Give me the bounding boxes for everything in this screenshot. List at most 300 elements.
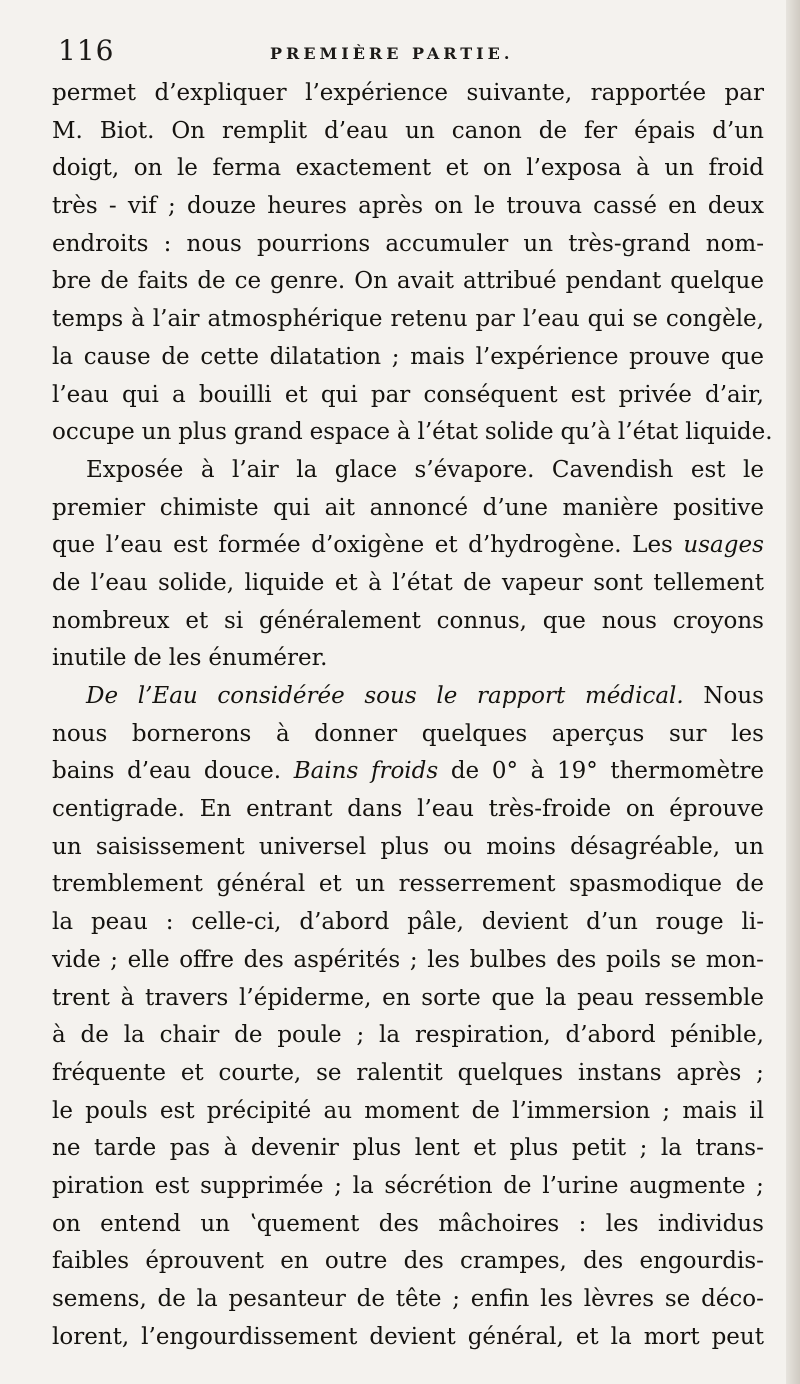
word: la: [123, 1022, 145, 1049]
word: positive: [673, 494, 764, 521]
word: mort: [643, 1323, 700, 1350]
word: de: [450, 758, 480, 785]
word: De: [86, 683, 119, 709]
word: Bains: [293, 758, 359, 785]
word: de: [161, 343, 190, 370]
word: d’un: [586, 909, 638, 936]
word: et: [434, 532, 458, 559]
word: Les: [632, 532, 673, 559]
word: d’abord: [299, 909, 390, 936]
text-line: [52, 263, 764, 301]
word: l’exposa: [526, 155, 622, 182]
word: en: [382, 984, 411, 1011]
word: l’expérience: [475, 343, 619, 370]
word: :: [165, 909, 174, 936]
word: d’expliquer: [154, 80, 287, 106]
word: douce.: [203, 758, 282, 785]
word: par: [724, 80, 764, 106]
word: vif: [127, 193, 157, 220]
word: considérée: [217, 683, 345, 709]
text-line: [52, 150, 764, 188]
word: est: [159, 1097, 195, 1124]
word: le: [436, 683, 458, 709]
word: engourdis-: [639, 1248, 764, 1275]
word: d’un: [712, 117, 764, 144]
word: endroits: [52, 230, 149, 257]
word: fer: [584, 117, 618, 144]
word: se: [632, 306, 658, 333]
word: a: [172, 381, 186, 408]
word: l’engourdissement: [141, 1323, 358, 1350]
word: saisissement: [95, 833, 245, 860]
word: que: [52, 532, 96, 559]
word: croyons: [672, 607, 764, 634]
word: un: [523, 230, 554, 257]
word: ;: [452, 1286, 461, 1312]
word: déco-: [701, 1286, 764, 1312]
word: faits: [137, 268, 189, 295]
word: de: [133, 645, 162, 672]
word: ;: [662, 1097, 671, 1124]
word: en: [280, 1248, 309, 1275]
word: En: [199, 796, 232, 823]
word: mais: [682, 1097, 738, 1124]
word: Nous: [703, 683, 764, 709]
word: bre: [52, 268, 92, 295]
word: ;: [391, 343, 400, 370]
text-line: [52, 1319, 764, 1357]
word: à: [131, 306, 145, 333]
word: d’une: [482, 494, 548, 521]
word: sorte: [421, 984, 481, 1011]
word: resserrement: [398, 871, 556, 898]
word: on: [434, 193, 463, 220]
word: et: [318, 871, 342, 898]
word: à: [52, 1022, 66, 1049]
word: elle: [127, 946, 170, 973]
word: que: [720, 343, 764, 370]
word: supprimée: [200, 1172, 324, 1199]
word: petit: [571, 1135, 627, 1162]
word: suivante,: [466, 80, 573, 106]
word: des: [556, 946, 597, 973]
text-line: [52, 339, 764, 377]
word: courte,: [218, 1059, 302, 1086]
word: tarde: [93, 1135, 157, 1162]
word: l’Eau: [137, 683, 198, 709]
word: douze: [186, 193, 257, 220]
word: peau: [577, 984, 634, 1011]
word: d’abord: [565, 1022, 656, 1049]
word: quelques: [457, 1059, 564, 1086]
text-line: [52, 188, 764, 226]
text-line: [52, 791, 764, 829]
word: l’eau: [52, 381, 109, 408]
word: tellement: [653, 569, 764, 596]
word: de: [735, 871, 764, 898]
word: thermomètre: [610, 758, 764, 785]
word: universel: [258, 833, 367, 860]
word: offre: [179, 946, 234, 973]
text-line: [52, 301, 764, 339]
word: froid: [708, 155, 764, 182]
word: nom-: [705, 230, 764, 257]
word: Biot.: [99, 117, 155, 144]
word: entend: [100, 1210, 181, 1237]
word: :: [578, 1210, 587, 1237]
word: occupe: [52, 419, 135, 446]
word: dans: [347, 796, 403, 823]
word: privée: [618, 381, 692, 408]
word: rapportée: [590, 80, 707, 106]
word: l’urine: [542, 1172, 619, 1199]
word: la: [52, 343, 74, 370]
word: et: [473, 1135, 497, 1162]
word: sous: [364, 683, 417, 709]
word: formée: [218, 532, 301, 559]
word: ;: [334, 1172, 342, 1199]
word: la: [52, 909, 74, 936]
word: désagréable,: [570, 833, 721, 860]
word: lorent,: [52, 1323, 130, 1350]
word: nous: [601, 607, 657, 634]
word: de: [80, 1022, 109, 1049]
word: travers: [145, 984, 229, 1011]
word: temps: [52, 306, 124, 333]
word: si: [224, 607, 244, 634]
word: Cavendish: [551, 456, 674, 483]
word: deux: [707, 193, 764, 220]
word: de: [503, 1172, 532, 1199]
text-line: [52, 1017, 764, 1055]
word: de: [100, 268, 129, 295]
word: l’eau: [417, 796, 474, 823]
body-text: [52, 75, 773, 1356]
word: aspérités: [293, 946, 401, 973]
word: à: [396, 419, 411, 446]
word: entrant: [246, 796, 333, 823]
word: 0°: [491, 758, 518, 785]
word: genre.: [270, 268, 346, 295]
text-line: [52, 1055, 764, 1093]
word: instans: [577, 1059, 662, 1086]
word: à: [636, 155, 650, 182]
word: retenu: [390, 306, 468, 333]
word: attribué: [462, 268, 557, 295]
word: et: [185, 607, 209, 634]
word: individus: [657, 1210, 764, 1237]
text-line: [52, 226, 764, 264]
word: glace: [334, 456, 398, 483]
word: l’eau: [105, 532, 163, 559]
text-line: [52, 1281, 764, 1319]
text-line: [52, 414, 773, 452]
word: d’eau: [127, 758, 192, 785]
word: M.: [52, 117, 83, 144]
text-line: [52, 942, 764, 980]
word: semens,: [52, 1286, 147, 1312]
word: usages: [683, 532, 764, 559]
word: nombreux: [52, 607, 170, 634]
word: cassé: [593, 193, 657, 220]
word: conséquent: [423, 381, 558, 408]
word: qui: [587, 306, 625, 333]
word: éprouve: [669, 796, 764, 823]
word: de: [234, 1022, 263, 1049]
word: de: [538, 117, 568, 144]
word: un: [664, 155, 695, 182]
word: ralentit: [356, 1059, 443, 1086]
word: l’état: [417, 419, 478, 446]
word: lent: [414, 1135, 460, 1162]
word: rouge: [655, 909, 724, 936]
word: plus: [380, 833, 430, 860]
word: qu’à: [560, 419, 612, 446]
word: général: [216, 871, 306, 898]
word: prouve: [629, 343, 711, 370]
text-line: [52, 753, 764, 791]
word: très-grand: [568, 230, 691, 257]
word: l’état: [392, 569, 453, 596]
word: que: [542, 607, 586, 634]
word: un: [734, 833, 764, 860]
word: et: [445, 155, 469, 182]
word: permet: [52, 80, 136, 106]
word: pas: [169, 1135, 211, 1162]
word: accumuler: [385, 230, 509, 257]
word: d’oxigène: [311, 532, 425, 559]
word: solide,: [158, 569, 235, 596]
word: bouilli: [198, 381, 272, 408]
part-title: PREMIÈRE PARTIE.: [270, 44, 514, 63]
text-line: [52, 490, 764, 528]
word: respiration,: [414, 1022, 551, 1049]
word: l’eau: [90, 569, 148, 596]
word: plus: [509, 1135, 559, 1162]
word: qui: [121, 381, 159, 408]
word: un: [200, 1210, 230, 1237]
word: centigrade.: [52, 796, 185, 823]
word: tremblement: [52, 871, 203, 898]
word: le: [176, 155, 198, 182]
word: pesanteur: [228, 1286, 346, 1312]
word: devient: [481, 909, 569, 936]
word: moment: [364, 1097, 460, 1124]
word: chimiste: [159, 494, 259, 521]
text-line: [52, 904, 764, 942]
word: ;: [756, 1059, 764, 1086]
word: et: [575, 1323, 599, 1350]
word: mâchoires: [438, 1210, 560, 1237]
word: l’expérience: [305, 80, 448, 106]
word: la: [545, 984, 567, 1011]
word: qui: [273, 494, 311, 521]
word: canon: [451, 117, 522, 144]
word: bulbes: [469, 946, 547, 973]
word: énumérer.: [208, 645, 328, 672]
word: quelques: [421, 720, 528, 747]
word: peut: [711, 1323, 764, 1350]
word: premier: [52, 494, 146, 521]
text-line: [52, 1243, 764, 1281]
word: les: [540, 1286, 573, 1312]
word: donner: [314, 720, 398, 747]
word: en: [668, 193, 697, 220]
word: l’immersion: [512, 1097, 651, 1124]
word: ce: [234, 268, 262, 295]
word: inutile: [52, 645, 127, 672]
word: des: [403, 1248, 444, 1275]
word: le: [474, 193, 496, 220]
word: pénible,: [670, 1022, 764, 1049]
word: vide: [52, 946, 101, 973]
word: après: [358, 193, 424, 220]
word: pouls: [85, 1097, 148, 1124]
word: par: [370, 381, 411, 408]
word: bains: [52, 758, 115, 785]
word: la: [196, 1286, 218, 1312]
word: et: [284, 381, 308, 408]
page-number: 116: [58, 34, 115, 67]
text-line: [52, 1206, 764, 1244]
word: congèle,: [665, 306, 764, 333]
word: trent: [52, 984, 110, 1011]
word: ;: [110, 946, 119, 973]
word: peau: [90, 909, 148, 936]
word: à: [530, 758, 545, 785]
word: un: [355, 871, 385, 898]
word: ;: [639, 1135, 648, 1162]
word: annoncé: [369, 494, 469, 521]
word: doigt,: [52, 155, 120, 182]
page-edge-shadow: [786, 0, 800, 1384]
text-line: [52, 452, 764, 490]
word: le: [742, 456, 764, 483]
word: ne: [52, 1135, 81, 1162]
word: de: [471, 1097, 500, 1124]
word: celle-ci,: [191, 909, 282, 936]
word: heures: [267, 193, 347, 220]
word: se: [316, 1059, 342, 1086]
word: des: [243, 946, 284, 973]
word: ;: [356, 1022, 365, 1049]
word: nous: [52, 720, 108, 747]
word: bornerons: [131, 720, 252, 747]
word: cette: [200, 343, 259, 370]
word: sécrétion: [384, 1172, 493, 1199]
text-line: [52, 829, 764, 867]
word: augmente: [629, 1172, 746, 1199]
word: de: [52, 569, 81, 596]
text-line: [52, 1168, 764, 1206]
word: plus: [352, 1135, 402, 1162]
word: On: [171, 117, 206, 144]
word: est: [154, 1172, 190, 1199]
word: avait: [396, 268, 454, 295]
word: trouva: [506, 193, 582, 220]
word: au: [323, 1097, 353, 1124]
word: est: [570, 381, 606, 408]
word: plus: [178, 419, 227, 446]
word: 19°: [556, 758, 598, 785]
word: moins: [486, 833, 556, 860]
word: atmosphérique: [207, 306, 383, 333]
word: pâle,: [407, 909, 464, 936]
word: cause: [83, 343, 151, 370]
word: froids: [370, 758, 439, 785]
word: un: [141, 419, 172, 446]
word: un: [52, 833, 82, 860]
word: exactement: [295, 155, 432, 182]
word: il: [749, 1097, 764, 1124]
word: précipité: [206, 1097, 312, 1124]
word: enfin: [470, 1286, 530, 1312]
text-line: [52, 377, 764, 415]
word: de: [197, 268, 226, 295]
word: rapport: [477, 683, 566, 709]
word: ou: [443, 833, 473, 860]
word: On: [354, 268, 388, 295]
word: on: [625, 796, 655, 823]
word: se: [664, 1286, 691, 1312]
word: les: [731, 720, 764, 747]
word: ;: [756, 1172, 764, 1199]
word: la: [296, 456, 318, 483]
word: vapeur: [501, 569, 583, 596]
word: l’air: [232, 456, 279, 483]
word: des: [583, 1248, 624, 1275]
word: éprouvent: [145, 1248, 264, 1275]
word: sont: [593, 569, 643, 596]
word: à: [368, 569, 382, 596]
word: à: [223, 1135, 238, 1162]
word: à: [275, 720, 290, 747]
word: liquide.: [685, 419, 773, 446]
word: la: [379, 1022, 401, 1049]
word: sur: [668, 720, 707, 747]
word: très: [52, 193, 98, 220]
word: mon-: [705, 946, 764, 973]
word: piration: [52, 1172, 145, 1199]
word: on: [483, 155, 512, 182]
text-line: [52, 75, 764, 113]
word: liquide: [244, 569, 325, 596]
word: -: [108, 193, 117, 220]
word: Exposée: [86, 456, 184, 483]
text-line: [52, 716, 764, 754]
word: devient: [369, 1323, 456, 1350]
word: l’eau: [522, 306, 580, 333]
word: :: [163, 230, 172, 257]
word: trans-: [695, 1135, 764, 1162]
word: crampes,: [460, 1248, 567, 1275]
word: le: [52, 1097, 73, 1124]
word: nous: [186, 230, 242, 257]
word: général,: [467, 1323, 564, 1350]
word: pendant: [565, 268, 662, 295]
word: on: [52, 1210, 81, 1237]
word: qui: [320, 381, 358, 408]
text-line: [52, 678, 764, 716]
word: ;: [409, 946, 418, 973]
word: tête: [395, 1286, 442, 1312]
word: que: [491, 984, 535, 1011]
text-line: [52, 1130, 764, 1168]
word: solide: [484, 419, 554, 446]
word: mais: [410, 343, 465, 370]
word: ʽquement: [249, 1210, 360, 1237]
word: d’hydrogène.: [468, 532, 622, 559]
